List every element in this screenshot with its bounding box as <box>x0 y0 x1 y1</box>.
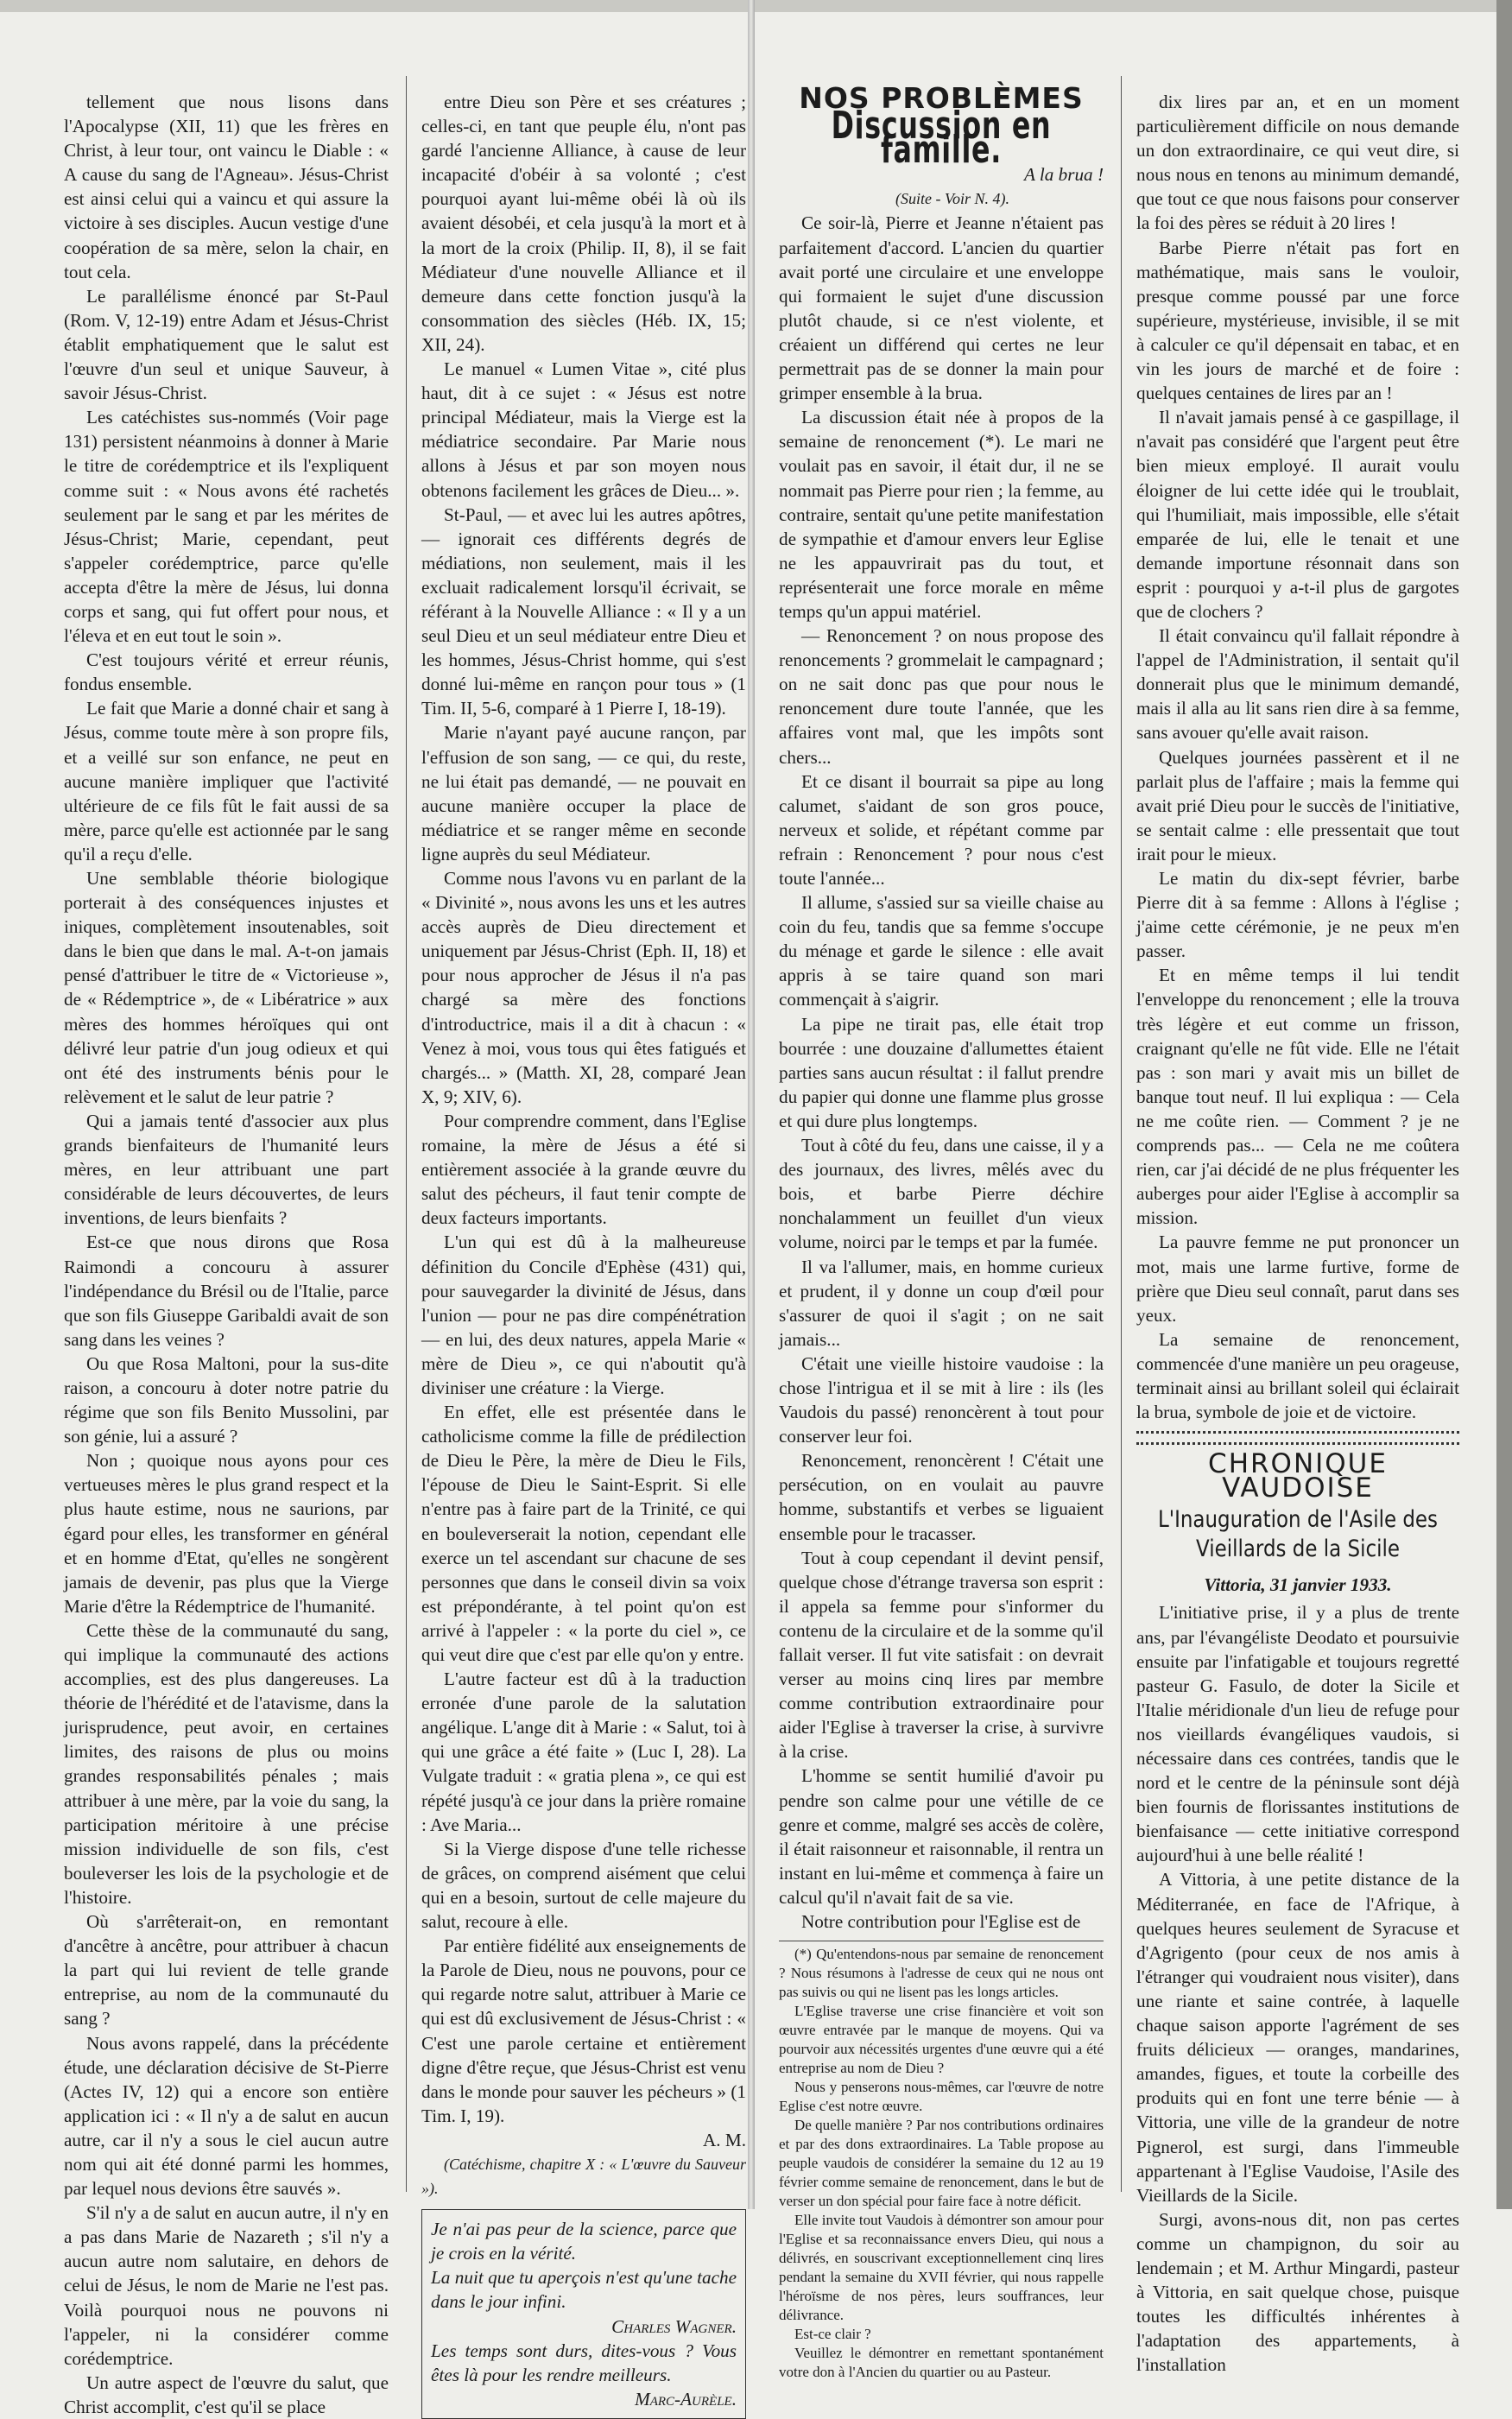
paragraph: Non ; quoique nous ayons pour ces vertueuses mères le plus grand respect et la plus haute estime, nous ne saurions, par égard pour elles, les transformer en général et en homme d'Etat, qu'elles ne songèrent jamais de devenir, pas plus que la Vierge Marie d'être la Rédemptrice de l'humanité. <box>64 1450 389 1617</box>
column-rule <box>406 76 407 2192</box>
paragraph: Veuillez le démontrer en remettant spontanément votre don à l'Ancien du quartier ou au Pasteur. <box>779 2345 1104 2381</box>
paragraph: Nous avons rappelé, dans la précédente étude, une déclaration décisive de St-Pierre (Actes IV, 12) qui a encore son entière application ici : « Il n'y a de salut en aucun autre, car il n'y a sous le ciel aucun autre nom qui ait été donné parmi les hommes, par lequel nous devions être sauvés ». <box>64 2032 389 2200</box>
paragraph: La discussion était née à propos de la semaine de renoncement (*). Le mari ne voulait pas en savoir, il était dur, il ne se nommait pas Pierre pour rien ; la femme, au contraire, sentait qu'une petite manifestation de sympathie et d'amour envers leur Eglise ne les appauvrirait pas du tout, et représenterait une force morale en même temps qu'un appui matériel. <box>779 407 1104 622</box>
quote: La nuit que tu aperçois n'est qu'une tache dans le jour infini. <box>431 2267 737 2313</box>
paragraph: St-Paul, — et avec lui les autres apôtres, — ignorait ces différents degrés de médiations, non seulement, mais il les excluait radicalement lorsqu'il écrivait, se référant à la Nouvelle Alliance : « Il y a un seul Dieu et un seul médiateur entre Dieu et les hommes, Jésus-Christ homme, qui s'est donné lui-même en rançon pour tous » (1 Tim. II, 5-6, comparé à 1 Pierre I, 18-19). <box>421 503 746 719</box>
quote: Je n'ai pas peur de la science, parce que je crois en la vérité. <box>431 2219 737 2264</box>
paragraph: Par entière fidélité aux enseignements de la Parole de Dieu, nous ne pouvons, pour ce qui regarde notre salut, attribuer à Marie ce qui est dû exclusivement de Jésus-Christ : « C'est une parole certaine et entièrement digne d'être reçue, que Jésus-Christ est venu dans le monde pour sauver les pécheurs » (1 Tim. I, 19). <box>421 1935 746 2126</box>
paragraph: Cette thèse de la communauté du sang, qui implique la communauté des actions accomplies, est des plus dangereuses. La théorie de l'hérédité et de l'atavisme, dans la jurisprudence, peut avoir, en certaines limites, des raisons de plus ou moins grandes responsabilités pénales ; mais attribuer à une mère, par la voie du sang, la participation méritoire à une précise mission individuelle de son fils, c'est bouleverser les lois de la psychologie et de l'histoire. <box>64 1619 389 1908</box>
paragraph: Ou que Rosa Maltoni, pour la sus-dite raison, a concouru à doter notre patrie du régime que son fils Benito Mussolini, par son génie, lui a assuré ? <box>64 1352 389 1447</box>
column-3 <box>779 81 1104 2382</box>
paragraph: Il allume, s'assied sur sa vieille chaise au coin du feu, tandis que sa femme s'occupe du ménage et garde le silence : elle avait appris à se taire quand son mari commençait à s'aigrir. <box>779 892 1104 1010</box>
column-4 <box>1136 90 1459 2377</box>
paragraph: (*) Qu'entendons-nous par semaine de renoncement ? Nous résumons à l'adresse de ceux qui ne nous ont pas suivis ou qui ne lisent pas les longs articles. <box>779 1946 1104 2001</box>
paragraph: — Renoncement ? on nous propose des renoncements ? grommelait le campagnard ; on ne sait donc pas que pour nous le renoncement dure toute l'année, que les affaires vont mal, que les impôts sont chers... <box>779 625 1104 768</box>
quote-author: Marc-Aurèle. <box>635 2388 737 2410</box>
paragraph: En effet, elle est présentée dans le catholicisme comme la fille de prédilection de Dieu le Père, la mère de Dieu le Fils, l'épouse de Dieu le Saint-Esprit. Si elle n'entre pas à faire part de la Trinité, ce qui en bouleverserait la notion, cependant elle exerce un tel ascendant sur chacune de ses personnes que dans le conseil divin sa voix est prépondérante, à tel point qu'on est arrivé à l'appeler : « la porte du ciel », ce qui veut dire que c'est par elle qu'on y entre. <box>421 1402 746 1665</box>
page-fold <box>748 0 755 2209</box>
paragraph: Nous y penserons nous-mêmes, car l'œuvre de notre Eglise c'est notre œuvre. <box>779 2079 1104 2115</box>
section-title: CHRONIQUE VAUDOISE <box>1208 1448 1388 1504</box>
paragraph: Si la Vierge dispose d'une telle richesse de grâces, on comprend aisément que celui qui en a besoin, surtout de celle majeure du salut, recoure à elle. <box>421 1838 746 1933</box>
section-kicker: NOS PROBLÈMES <box>799 81 1084 115</box>
paragraph: Notre contribution pour l'Eglise est de <box>801 1911 1081 1933</box>
column-1 <box>64 90 389 2419</box>
paragraph: Ce soir-là, Pierre et Jeanne n'étaient pas parfaitement d'accord. L'ancien du quartier avait porté une circulaire et une enveloppe qui formaient le sujet d'une discussion plutôt chaude, si ce n'est violente, et créaient un différend qui certes ne leur permettrait pas de se donner la main pour grimper ensemble à la brua. <box>779 212 1104 404</box>
column-2 <box>421 90 746 2419</box>
paragraph: Comme nous l'avons vu en parlant de la « Divinité », nous avons les uns et les autres accès auprès de Dieu directement et uniquement par Jésus-Christ (Eph. II, 18) et pour nous approcher de Jésus il n'a pas chargé sa mère des fonctions d'introductrice, mais il a dit à chacun : « Venez à moi, vous tous qui êtes fatigués et chargés... » (Matth. XI, 28, comparé Jean X, 9; XIV, 6). <box>421 868 746 1107</box>
paragraph: L'homme se sentit humilié d'avoir pu pendre son calme pour une vétille de ce genre et comme, malgré ses accès de colère, il était raisonneur et raisonnable, il rentra un instant en lui-même et commença à faire un calcul qu'il n'avait fait de sa vie. <box>779 1765 1104 1908</box>
paragraph: Surgi, avons-nous dit, non pas certes comme un champignon, du soir au lendemain ; et M. Arthur Mingardi, pasteur à Vittoria, en sait quelque chose, puisque toutes les difficultés inhérentes à l'adaptation des appartements, à l'installation <box>1136 2208 1459 2376</box>
paragraph: L'un qui est dû à la malheureuse définition du Concile d'Ephèse (431) qui, pour sauvegarder la divinité de Jésus, dans l'union — pour ne pas dire compénétration — en lui, des deux natures, appela Marie « mère de Dieu », ce qui n'aboutit qu'à diviniser une créature : la Vierge. <box>421 1232 746 1398</box>
paragraph: Une semblable théorie biologique porterait à des conséquences injustes et iniques, complètement insoutenables, soit dans le bien que dans le mal. A-t-on jamais pensé d'attribuer le titre de « Victorieuse », de « Rédemptrice », de « Libératrice » aux mères des hommes héroïques qui ont délivré leur patrie d'un joug odieux et qui ont été des instruments bénis pour le relèvement et le salut de leur patrie ? <box>64 868 389 1107</box>
paragraph: Il était convaincu qu'il fallait répondre à l'appel de l'Administration, il sentait qu'il donnerait plus que le minimum demandé, mais il alla au lit sans rien dire à sa femme, sans avouer qu'elle avait raison. <box>1136 625 1459 744</box>
paragraph: Est-ce que nous dirons que Rosa Raimondi a concouru à assurer l'indépendance du Brésil ou de l'Italie, parce que son fils Giuseppe Garibaldi avait de son sang dans les veines ? <box>64 1232 389 1350</box>
paragraph: Il n'avait jamais pensé à ce gaspillage, il n'avait pas considéré que l'argent peut être bien mieux employé. Il aurait voulu éloigner de lui cette idée qui le troublait, qui l'humiliait, mais impossible, elle s'était emparée de lui, elle le tenait et une demande importune résonnait dans son esprit : pourquoi y a-t-il plus de gargotes que de clochers ? <box>1136 407 1459 622</box>
paragraph: Où s'arrêterait-on, en remontant d'ancêtre à ancêtre, pour attribuer à chacun la part qui lui revient de telle grande entreprise, au nom de la communauté du sang ? <box>64 1911 389 2030</box>
catechism-note: (Catéchisme, chapitre X : « L'œuvre du Sauveur »). <box>421 2155 746 2198</box>
paragraph: Tout à côté du feu, dans une caisse, il y a des journaux, des livres, mêlés avec du bois, et barbe Pierre déchire nonchalamment un feuillet d'un vieux volume, noirci par le temps et par la fumée. <box>779 1135 1104 1253</box>
page-edge <box>1496 0 1512 2209</box>
paragraph: La pipe ne tirait pas, elle était trop bourrée : une douzaine d'allumettes étaient parties sans aucun résultat : il fallut prendre du papier qui donne une flamme plus grosse et qui dure plus longtemps. <box>779 1013 1104 1131</box>
paragraph: La semaine de renoncement, commencée d'une manière un peu orageuse, terminait ainsi au brillant soleil qui éclairait la brua, symbole de joie et de victoire. <box>1136 1328 1459 1423</box>
paragraph: Qui a jamais tenté d'associer aux plus grands bienfaiteurs de l'humanité leurs mères, en leur attribuant une part considérable de leurs découvertes, de leurs inventions, de leurs bienfaits ? <box>64 1110 389 1229</box>
paragraph: tellement que nous lisons dans l'Apocalypse (XII, 11) que les frères en Christ, à leur tour, ont vaincu le Diable : « A cause du sang de l'Agneau». Jésus-Christ est ainsi celui qui a vaincu et qui assure la victoire à ses disciples. Aucun vestige d'une coopération de sa mère, selon la chair, en tout cela. <box>64 92 389 282</box>
signature: A. M. <box>702 2129 746 2150</box>
quote-author: Charles Wagner. <box>611 2315 737 2337</box>
paragraph: L'initiative prise, il y a plus de trente ans, par l'évangéliste Deodato et poursuivie ensuite par l'infatigable et toujours regretté pasteur G. Fasulo, de doter la Sicile et l'Italie méridionale d'un lieu de refuge pour nos vieillards évangéliques vaudois, si nécessaire dans ces contrées, tandis que le nord et le centre de la péninsule sont déjà bien fournis de florissantes institutions de bienfaisance — cette initiative correspond aujourd'hui à une belle réalité ! <box>1136 1602 1459 1866</box>
quote: Les temps sont durs, dites-vous ? Vous êtes là pour les rendre meilleurs. <box>431 2340 737 2385</box>
paragraph: Le fait que Marie a donné chair et sang à Jésus, comme toute mère à son propre fils, et a veillé sur son enfance, ne peut en aucune manière impliquer que l'activité ultérieure de ce fils fût le fait aussi de sa mère, parce qu'elle est actionnée par le sang qu'il a reçu d'elle. <box>64 698 389 864</box>
article-title: Discussion en famille. <box>831 104 1052 173</box>
dateline: Vittoria, 31 janvier 1933. <box>1204 1574 1392 1596</box>
paragraph: Il va l'allumer, mais, en homme curieux et prudent, il y donne un coup d'œil pour s'assurer de quoi il s'agit ; on ne sait jamais... <box>779 1256 1104 1350</box>
paragraph: De quelle manière ? Par nos contributions ordinaires et par des dons extraordinaires. La Table propose au peuple vaudois de considérer la semaine du 12 au 19 février comme semaine de renoncement, dans le but de verser un don spécial pour faire face à notre déficit. <box>779 2117 1104 2210</box>
paragraph: Barbe Pierre n'était pas fort en mathématique, mais sans le vouloir, presque comme poussé par une force supérieure, mystérieuse, invisible, il se mit à calculer ce qu'il dépensait en tabac, et en vin les jours de marché et de foire : quelques centaines de lires par an ! <box>1136 237 1459 404</box>
quote-box <box>421 2209 746 2419</box>
ornamental-divider <box>1136 1431 1459 1445</box>
paragraph: Marie n'ayant payé aucune rançon, par l'effusion de son sang, — ce qui, du reste, ne lui était pas demandé, — ne pouvait en aucune manière occuper la place de médiatrice et se ranger même en seconde ligne auprès du seul Médiateur. <box>421 722 746 864</box>
paragraph: L'autre facteur est dû à la traduction erronée d'une parole de la salutation angélique. L'ange dit à Marie : « Salut, toi à qui une grâce a été faite » (Luc I, 28). La Vulgate traduit : « gratia plena », ce qui est répété jusqu'à ce jour dans la prière romaine : Ave Maria... <box>421 1669 746 1835</box>
paragraph: Un autre aspect de l'œuvre du salut, que Christ accomplit, c'est qu'il se place <box>64 2372 389 2417</box>
paragraph: Le manuel « Lumen Vitae », cité plus haut, dit à ce sujet : « Jésus est notre principal Médiateur, mais la Vierge est la médiatrice secondaire. Par Marie nous allons à Jésus et par son moyen nous obtenons facilement les grâces de Dieu... ». <box>421 358 746 501</box>
continuation-note: (Suite - Voir N. 4). <box>895 190 1009 208</box>
paragraph: Quelques journées passèrent et il ne parlait plus de l'affaire ; mais la femme qui avait prié Dieu pour le succès de l'initiative, se sentait calme : elle pressentait que tout irait pour le mieux. <box>1136 746 1459 864</box>
paragraph: C'est toujours vérité et erreur réunis, fondus ensemble. <box>64 649 389 695</box>
paragraph: Les catéchistes sus-nommés (Voir page 131) persistent néanmoins à donner à Marie le titre de corédemptrice et ils l'expliquent comme suit : « Nous avons été rachetés seulement par le sang et par les mérites de Jésus-Christ; Marie, cependant, peut s'appeler corédemptrice, parce qu'elle accepta d'être la mère de Jésus, lui donna corps et sang, qui fut offert pour nous, et l'éleva et en eut tout le soin ». <box>64 407 389 647</box>
top-margin <box>0 0 1512 12</box>
paragraph: Pour comprendre comment, dans l'Eglise romaine, la mère de Jésus a été si entièrement associée à la grande œuvre du salut des pécheurs, il faut tenir compte de deux facteurs importants. <box>421 1110 746 1229</box>
footnote <box>779 1941 1104 2382</box>
paragraph: Le matin du dix-sept février, barbe Pierre dit à sa femme : Allons à l'église ; j'aime cette cérémonie, je ne peux m'en passer. <box>1136 868 1459 962</box>
paragraph: Et en même temps il lui tendit l'enveloppe du renoncement ; elle la trouva très légère et eut comme un frisson, craignant qu'elle ne fût vide. Elle ne l'était pas : son mari y avait mis un billet de banque tout neuf. Il lui expliqua : — Cela ne me coûte rien. — Comment ? je ne comprends pas... — Cela ne me coûtera rien, car j'ai décidé de ne plus fréquenter les auberges pour aider l'Eglise à accomplir sa mission. <box>1136 965 1459 1229</box>
paragraph: C'était une vieille histoire vaudoise : la chose l'intrigua et il se mit à lire : ils (les Vaudois du passé) renoncèrent à tout pour conserver leur foi. <box>779 1352 1104 1447</box>
paragraph: Est-ce clair ? <box>794 2326 871 2343</box>
column-rule <box>1121 76 1122 2192</box>
paragraph: entre Dieu son Père et ses créatures ; celles-ci, en tant que peuple élu, n'ont pas gardé l'ancienne Alliance, à cause de leur incapacité d'obéir à sa volonté ; c'est pourquoi ayant lui-même obéi là où ils avaient désobéi, et cela jusqu'à la mort et à la mort de la croix (Philip. II, 8), il se fait Médiateur d'une nouvelle Alliance et il demeure dans cette fonction jusqu'à la consommation des siècles (Héb. IX, 15; XII, 24). <box>421 92 746 355</box>
paragraph: La pauvre femme ne put prononcer un mot, mais une larme furtive, forme de prière que Dieu seul connaît, parut dans ses yeux. <box>1136 1232 1459 1326</box>
paragraph: Le parallélisme énoncé par St-Paul (Rom. V, 12-19) entre Adam et Jésus-Christ établit emphatiquement que le salut est l'œuvre d'un seul et unique Sauveur, à savoir Jésus-Christ. <box>64 285 389 404</box>
paragraph: Tout à coup cependant il devint pensif, quelque chose d'étrange traversa son esprit : il appela sa femme pour s'informer du contenu de la circulaire et de la somme qu'il fallait verser. Il fut vite satisfait : on devrait verser au moins cinq lires par membre comme contribution extraordinaire pour aider l'Eglise à traverser la crise, à survivre à la crise. <box>779 1547 1104 1763</box>
paragraph: S'il n'y a de salut en aucun autre, il n'y en a pas dans Marie de Nazareth ; s'il n'y a aucun autre nom salutaire, en dehors de celui de Jésus, le nom de Marie ne l'est pas. Voilà pourquoi nous ne pouvons ni l'appeler, ni la considérer comme corédemptrice. <box>64 2202 389 2369</box>
dedication: A la brua ! <box>1023 164 1104 186</box>
paragraph: dix lires par an, et en un moment particulièrement difficile on nous demande un don extraordinaire, ce qui veut dire, si nous nous en tenons au minimum demandé, que tout ce que nous faisons pour conserver la foi des pères se réduit à 20 lires ! <box>1136 92 1459 234</box>
paragraph: Et ce disant il bourrait sa pipe au long calumet, s'aidant de son gros pouce, nerveux et solide, et répétant comme par refrain : Renoncement ? pour nous c'est toute l'année... <box>779 770 1104 889</box>
article-subhead: L'Inauguration de l'Asile des Vieillards de la Sicile <box>1157 1506 1439 1563</box>
paragraph: L'Eglise traverse une crise financière et voit son œuvre entravée par le manque de moyens. Qui va pourvoir aux nécessités urgentes d'une œuvre qui a été entreprise au nom de Dieu ? <box>779 2003 1104 2077</box>
paragraph: Renoncement, renoncèrent ! C'était une persécution, on en voulait au pauvre homme, substantifs et verbes se liguaient ensemble pour le tracasser. <box>779 1450 1104 1544</box>
paragraph: Elle invite tout Vaudois à démontrer son amour pour l'Eglise et sa reconnaissance envers Dieu, qui nous a délivrés, en souscrivant exceptionnellement cinq lires pendant la semaine du XVII février, qui nous rappelle l'héroïsme de nos pères, leurs souffrances, leur délivrance. <box>779 2212 1104 2324</box>
paragraph: A Vittoria, à une petite distance de la Méditerranée, en face de l'Afrique, à quelques heures seulement de Syracuse et d'Agrigento (pour ceux de nos amis à l'étranger qui voudraient nous visiter), dans une riante et saine contrée, à laquelle chaque saison apporte l'agrément de ses fruits délicieux — oranges, mandarines, amandes, figues, et toute la corbeille des produits qui en font une terre bénie — à Vittoria, une ville de la grandeur de notre Pignerol, est surgi, dans l'immeuble appartenant à l'Eglise Vaudoise, l'Asile des Vieillards de la Sicile. <box>1136 1869 1459 2206</box>
